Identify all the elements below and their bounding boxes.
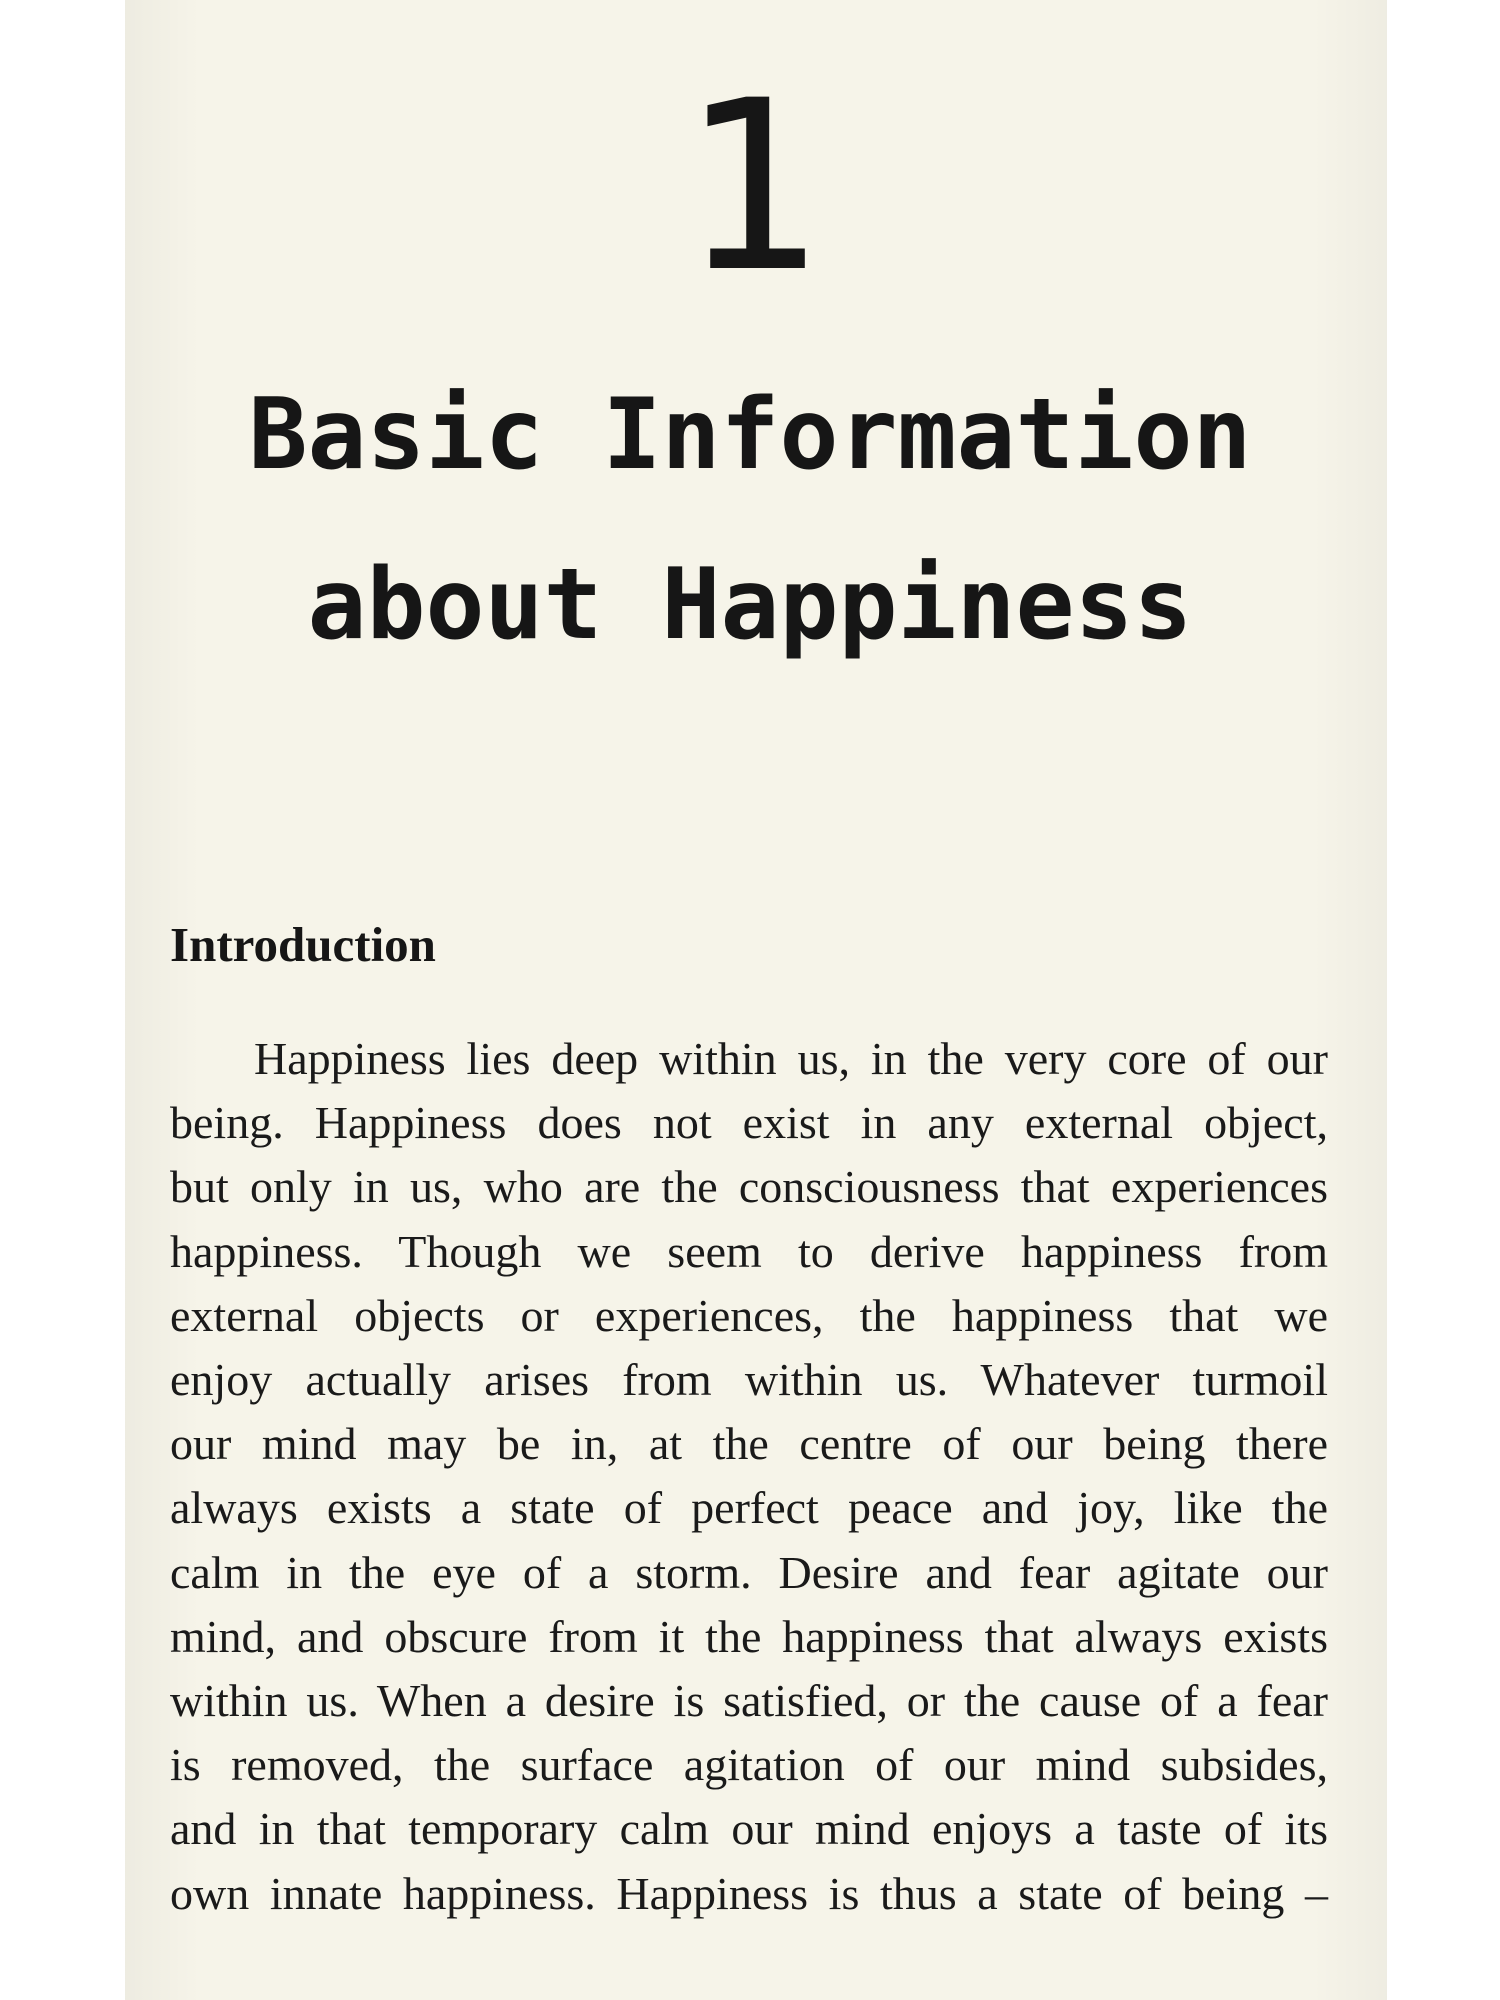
- chapter-number: 1: [679, 51, 821, 324]
- text-line: external objects or experiences, the happiness that we: [170, 1289, 1328, 1341]
- text-line: being. Happiness does not exist in any external object,: [170, 1097, 1328, 1149]
- text-line: happiness. Though we seem to derive happiness from: [170, 1225, 1328, 1277]
- text-line: within us. When a desire is satisfied, or the cause of a fear: [170, 1675, 1328, 1727]
- section-heading: Introduction: [170, 917, 436, 972]
- chapter-title: [0, 350, 1500, 690]
- chapter-title-line: about Happiness: [307, 548, 1193, 662]
- chapter-title-line: Basic Information: [248, 378, 1252, 492]
- text-line: enjoy actually arises from within us. Whatever turmoil: [170, 1354, 1328, 1406]
- text-line: always exists a state of perfect peace and joy, like the: [170, 1482, 1328, 1534]
- text-line: mind, and obscure from it the happiness that always exists: [170, 1610, 1328, 1662]
- text-line: our mind may be in, at the centre of our being there: [170, 1418, 1328, 1470]
- body-paragraph: [170, 1027, 1328, 1926]
- text-line: and in that temporary calm our mind enjoys a taste of its: [170, 1803, 1328, 1855]
- text-line: calm in the eye of a storm. Desire and fear agitate our: [170, 1546, 1328, 1598]
- text-line: own innate happiness. Happiness is thus a state of being –: [170, 1867, 1328, 1919]
- text-line: Happiness lies deep within us, in the very core of our: [254, 1033, 1328, 1084]
- text-line: is removed, the surface agitation of our mind subsides,: [170, 1739, 1328, 1791]
- text-line: but only in us, who are the consciousness that experiences: [170, 1161, 1328, 1213]
